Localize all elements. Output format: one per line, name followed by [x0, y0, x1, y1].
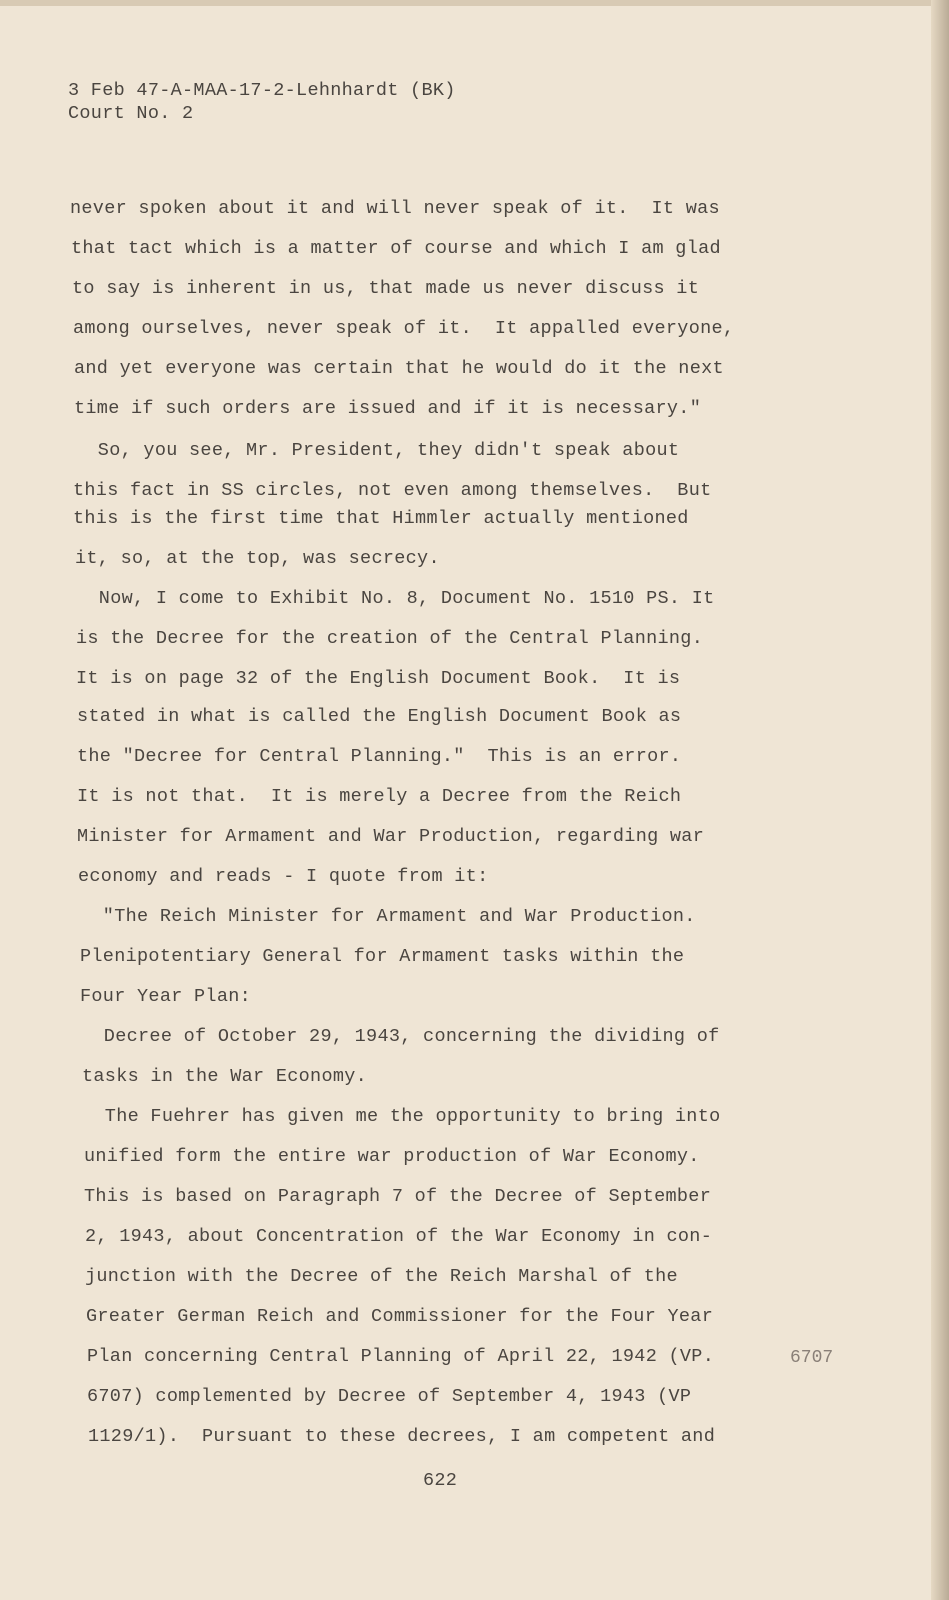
text-line: economy and reads - I quote from it: — [78, 866, 489, 887]
header-court: Court No. 2 — [68, 103, 194, 124]
text-line: time if such orders are issued and if it is necessary." — [74, 398, 702, 419]
text-line: 6707) complemented by Decree of September 4, 1943 (VP — [87, 1386, 692, 1407]
text-line: This is based on Paragraph 7 of the Decree of September — [84, 1186, 712, 1207]
text-line: the "Decree for Central Planning." This is an error. — [77, 746, 682, 767]
text-line: Decree of October 29, 1943, concerning the dividing of — [81, 1026, 720, 1047]
text-line: is the Decree for the creation of the Central Planning. — [76, 628, 704, 649]
text-line: it, so, at the top, was secrecy. — [75, 548, 440, 569]
text-line: Greater German Reich and Commissioner for the Four Year — [86, 1306, 714, 1327]
text-line: tasks in the War Economy. — [82, 1066, 368, 1087]
text-line: to say is inherent in us, that made us never discuss it — [72, 278, 700, 299]
text-line: 2, 1943, about Concentration of the War Economy in con- — [85, 1226, 713, 1247]
text-line: Plan concerning Central Planning of April 22, 1942 (VP. — [87, 1346, 715, 1367]
text-line: stated in what is called the English Document Book as — [77, 706, 682, 727]
text-line: "The Reich Minister for Armament and War Production. — [80, 906, 696, 927]
header-docket: 3 Feb 47-A-MAA-17-2-Lehnhardt (BK) — [68, 80, 456, 101]
text-line: Now, I come to Exhibit No. 8, Document No. 1510 PS. It — [76, 588, 715, 609]
text-line: Minister for Armament and War Production, regarding war — [77, 826, 705, 847]
text-line: Four Year Plan: — [80, 986, 252, 1007]
text-line: this is the first time that Himmler actually mentioned — [73, 508, 689, 529]
margin-note: 6707 — [790, 1348, 834, 1368]
text-line: The Fuehrer has given me the opportunity to bring into — [82, 1106, 721, 1127]
text-line: unified form the entire war production of War Economy. — [84, 1146, 700, 1167]
page-right-edge — [931, 0, 949, 1600]
text-line: 1129/1). Pursuant to these decrees, I am competent and — [88, 1426, 716, 1447]
page-number: 622 — [423, 1470, 458, 1491]
text-line: It is on page 32 of the English Document Book. It is — [76, 668, 681, 689]
text-line: So, you see, Mr. President, they didn't speak about — [75, 440, 680, 461]
text-line: and yet everyone was certain that he would do it the next — [74, 358, 724, 379]
text-line: Plenipotentiary General for Armament tasks within the — [80, 946, 685, 967]
text-line: among ourselves, never speak of it. It appalled everyone, — [73, 318, 735, 339]
text-line: that tact which is a matter of course and which I am glad — [71, 238, 721, 259]
text-line: this fact in SS circles, not even among themselves. But — [73, 480, 712, 501]
page-top-edge — [0, 0, 949, 6]
text-line: junction with the Decree of the Reich Marshal of the — [85, 1266, 678, 1287]
text-line: It is not that. It is merely a Decree from the Reich — [77, 786, 682, 807]
text-line: never spoken about it and will never speak of it. It was — [70, 198, 720, 219]
